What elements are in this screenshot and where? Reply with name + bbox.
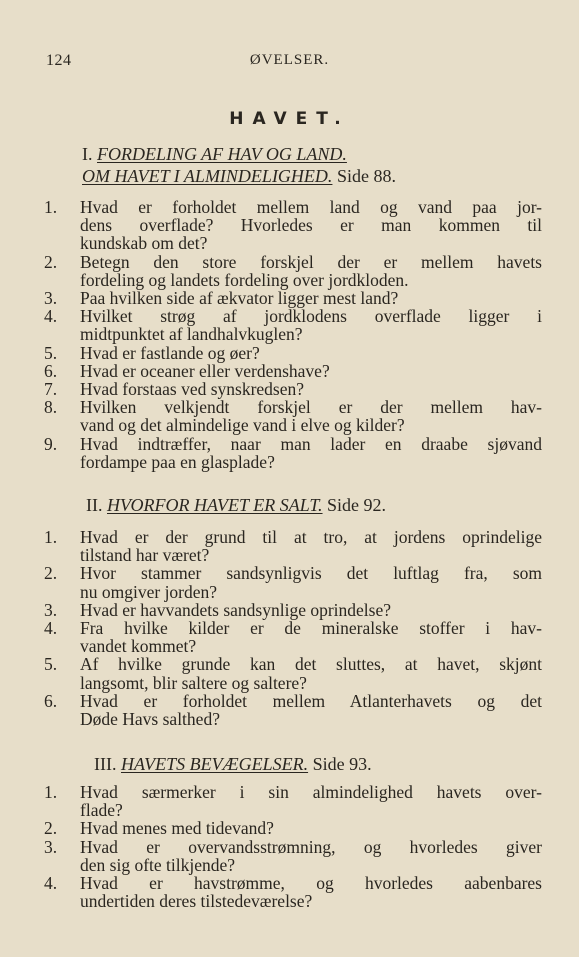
question-item xyxy=(44,874,542,910)
question-line: vandet kommet? xyxy=(80,636,197,657)
question-line: Af hvilke grunde kan det sluttes, at havet, skjønt xyxy=(80,654,542,675)
section-heading-3 xyxy=(94,753,554,775)
section-title: FORDELING AF HAV OG LAND. xyxy=(97,144,347,164)
question-line: Hvilket strøg af jordklodens overflade ligger i xyxy=(80,306,542,327)
question-text xyxy=(80,619,542,655)
section-number: II. xyxy=(86,495,103,515)
section-number: III. xyxy=(94,754,117,774)
question-item xyxy=(44,344,542,362)
question-item xyxy=(44,398,542,434)
question-line: Hvad er oceaner eller verdenshave? xyxy=(80,360,330,381)
question-number: 8. xyxy=(44,397,58,418)
question-text xyxy=(80,838,542,874)
question-line: Betegn den store forskjel der er mellem havets xyxy=(80,251,542,272)
question-item xyxy=(44,307,542,343)
question-number: 5. xyxy=(44,654,58,675)
running-title: ØVELSER. xyxy=(249,52,330,68)
question-list-1 xyxy=(44,198,542,471)
question-line: Hvad er forholdet mellem Atlanterhavets og det xyxy=(80,690,542,711)
question-number: 7. xyxy=(44,379,58,400)
question-text xyxy=(80,783,542,819)
question-text xyxy=(80,819,542,837)
question-list-2 xyxy=(44,528,542,728)
question-line: Hvad særmerker i sin almindelighed havets over- xyxy=(80,782,542,802)
question-number: 3. xyxy=(44,599,58,620)
question-line: nu omgiver jorden? xyxy=(80,581,218,602)
question-line: den sig ofte tilkjende? xyxy=(80,854,236,875)
section-page-ref: Side 88. xyxy=(336,166,396,186)
question-number: 4. xyxy=(44,306,58,327)
section-page-ref: Side 92. xyxy=(327,495,387,515)
question-item xyxy=(44,619,542,655)
question-text xyxy=(80,564,542,600)
question-line: kundskab om det? xyxy=(80,233,208,254)
question-number: 5. xyxy=(44,342,58,363)
question-text xyxy=(80,344,542,362)
question-number: 3. xyxy=(44,288,58,309)
question-line: Hvad er forholdet mellem land og vand paa jor- xyxy=(80,197,542,217)
question-number: 9. xyxy=(44,433,58,454)
question-item xyxy=(44,198,542,253)
question-text xyxy=(80,874,542,910)
question-item xyxy=(44,362,542,380)
section-number: I. xyxy=(82,144,93,164)
question-number: 4. xyxy=(44,618,58,639)
question-line: Hvad er overvandsstrømning, og hvorledes giver xyxy=(80,836,542,857)
question-item xyxy=(44,528,542,564)
question-text xyxy=(80,253,542,289)
question-number: 1. xyxy=(44,197,58,217)
question-line: flade? xyxy=(80,800,123,821)
question-line: Hvad indtræffer, naar man lader en draabe sjøvand xyxy=(80,433,542,454)
question-number: 2. xyxy=(44,818,58,839)
section-subtitle: OM HAVET I ALMINDELIGHED. xyxy=(82,166,333,186)
question-line: Fra hvilke kilder er de mineralske stoffer i hav- xyxy=(80,618,542,639)
question-text xyxy=(80,307,542,343)
question-line: fordampe paa en glasplade? xyxy=(80,451,275,472)
question-item xyxy=(44,692,542,728)
question-number: 2. xyxy=(44,563,58,584)
section-heading-2 xyxy=(86,494,546,516)
question-item xyxy=(44,253,542,289)
question-text xyxy=(80,289,542,307)
question-number: 4. xyxy=(44,873,58,894)
question-list-3 xyxy=(44,783,542,910)
question-line: Hvor stammer sandsynligvis det luftlag fra, som xyxy=(80,563,542,584)
page-header xyxy=(0,52,579,72)
section-page-ref: Side 93. xyxy=(312,754,372,774)
question-number: 2. xyxy=(44,251,58,272)
question-line: Hvad er fastlande og øer? xyxy=(80,342,260,363)
question-text xyxy=(80,362,542,380)
question-item xyxy=(44,435,542,471)
question-line: Hvad forstaas ved synskredsen? xyxy=(80,379,305,400)
question-text xyxy=(80,528,542,564)
question-text xyxy=(80,398,542,434)
question-line: Hvilken velkjendt forskjel er der mellem hav- xyxy=(80,397,542,418)
section-title: HVORFOR HAVET ER SALT. xyxy=(107,495,323,515)
question-line: Paa hvilken side af ækvator ligger mest land? xyxy=(80,288,399,309)
chapter-title: HAVET. xyxy=(229,109,350,129)
question-text xyxy=(80,601,542,619)
question-text xyxy=(80,435,542,471)
question-line: Hvad er havstrømme, og hvorledes aabenbares xyxy=(80,873,542,894)
section-title: HAVETS BEVÆGELSER. xyxy=(120,754,309,774)
question-line: langsomt, blir saltere og saltere? xyxy=(80,672,307,693)
question-number: 6. xyxy=(44,360,58,381)
question-item xyxy=(44,783,542,819)
section-heading-1 xyxy=(82,143,542,187)
question-number: 6. xyxy=(44,690,58,711)
question-line: dens overflade? Hvorledes er man kommen til xyxy=(80,215,542,236)
question-number: 3. xyxy=(44,836,58,857)
question-text xyxy=(80,655,542,691)
question-text xyxy=(80,198,542,253)
page-number: 124 xyxy=(46,52,72,69)
question-item xyxy=(44,289,542,307)
question-line: vand og det almindelige vand i elve og kilder? xyxy=(80,415,405,436)
question-number: 1. xyxy=(44,782,58,802)
question-item xyxy=(44,819,542,837)
question-line: tilstand har været? xyxy=(80,545,210,566)
question-line: Hvad er der grund til at tro, at jordens oprindelige xyxy=(80,527,542,547)
question-text xyxy=(80,692,542,728)
question-item xyxy=(44,380,542,398)
question-item xyxy=(44,601,542,619)
question-line: Hvad menes med tidevand? xyxy=(80,818,274,839)
question-item xyxy=(44,838,542,874)
question-line: fordeling og landets fordeling over jordkloden. xyxy=(80,269,409,290)
question-number: 1. xyxy=(44,527,58,547)
question-line: undertiden deres tilstedeværelse? xyxy=(80,891,313,912)
question-text xyxy=(80,380,542,398)
question-line: Døde Havs salthed? xyxy=(80,709,220,730)
question-item xyxy=(44,564,542,600)
question-line: Hvad er havvandets sandsynlige oprindelse? xyxy=(80,599,392,620)
question-item xyxy=(44,655,542,691)
question-line: midtpunktet af landhalvkuglen? xyxy=(80,324,303,345)
